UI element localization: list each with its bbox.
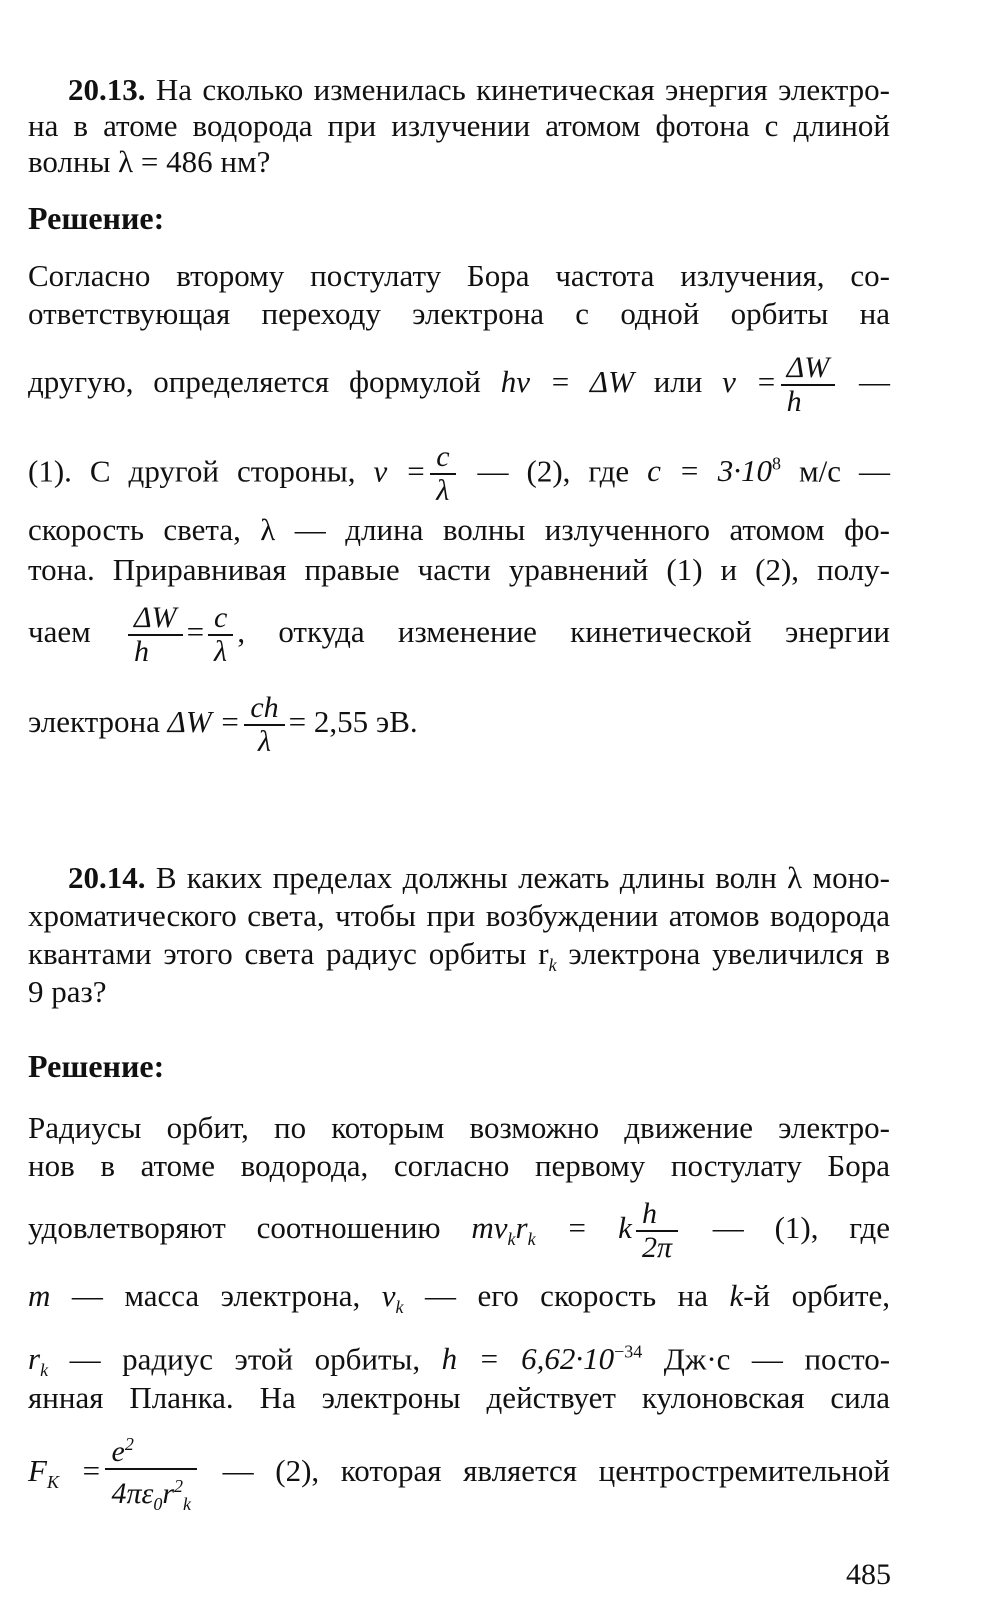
numerator: ΔW — [781, 352, 836, 386]
solution-text: — — [859, 364, 891, 399]
fraction — [208, 602, 233, 668]
formula: c = 3·10 — [647, 453, 773, 489]
denominator: λ — [436, 474, 450, 508]
numerator: e — [111, 1435, 125, 1468]
solution-20-13-line-5 — [28, 512, 890, 548]
solution-20-14-line-1 — [28, 1110, 890, 1146]
denominator: 2π — [641, 1230, 672, 1264]
problem-text: хроматического света, чтобы при возбуждении атомов водорода — [28, 898, 890, 933]
solution-20-13-line-6 — [28, 552, 890, 588]
problem-20-14-line-1 — [28, 860, 890, 896]
formula: ΔW = — [167, 704, 241, 739]
fraction — [430, 441, 455, 507]
solution-20-14-line-7 — [28, 1428, 890, 1520]
solution-text: или — [653, 364, 703, 399]
exponent: −34 — [614, 1342, 643, 1362]
formula: hν = ΔW — [500, 364, 634, 399]
solution-text: электрона — [28, 704, 160, 739]
problem-20-13-line-3 — [28, 144, 890, 180]
formula: mv — [471, 1210, 508, 1245]
subscript: K — [46, 1472, 59, 1493]
subscript: k — [507, 1229, 516, 1250]
solution-text: (1). С другой стороны, — [28, 453, 356, 489]
fraction — [128, 602, 183, 668]
subscript: k — [40, 1360, 49, 1381]
solution-text: — радиус этой орбиты, — [69, 1341, 421, 1377]
problem-20-14-line-2 — [28, 898, 890, 934]
solution-20-14-line-4 — [28, 1278, 890, 1325]
problem-text: В каких пределах должны лежать длины волн λ моно- — [155, 860, 890, 895]
solution-20-13-line-7 — [28, 600, 890, 668]
formula: m — [28, 1278, 51, 1313]
subscript: k — [548, 955, 557, 976]
denominator: h — [133, 634, 149, 668]
numerator: ΔW — [128, 602, 183, 636]
numerator: ch — [244, 692, 284, 726]
solution-20-13-line-2 — [28, 296, 890, 332]
solution-text: скорость света, λ — длина волны излученного атомом фо- — [28, 512, 890, 547]
equals: = — [80, 1453, 102, 1489]
solution-text: янная Планка. На электроны действует кулоновская сила — [28, 1380, 890, 1415]
solution-text: Согласно второму постулату Бора частота излучения, со- — [28, 258, 890, 293]
problem-text: На сколько изменилась кинетическая энергия электро- — [155, 72, 890, 107]
formula: v — [381, 1278, 396, 1313]
solution-text: — (2), которая является центростремительной — [222, 1453, 890, 1489]
solution-text: другую, определяется формулой — [28, 364, 481, 399]
problem-text: 9 раз? — [28, 974, 107, 1009]
formula: ν = — [722, 364, 777, 399]
problem-number: 20.13. — [68, 72, 146, 107]
exponent: 8 — [772, 454, 782, 474]
formula: F — [28, 1453, 47, 1489]
equals: = — [186, 614, 205, 649]
solution-20-13-line-3 — [28, 350, 890, 418]
solution-heading: Решение: — [28, 200, 165, 236]
solution-text: , откуда изменение кинетической энергии — [237, 614, 891, 649]
solution-20-14-line-3 — [28, 1196, 890, 1271]
denominator: λ — [214, 634, 228, 668]
solution-20-13-line-4 — [28, 432, 890, 507]
fraction — [244, 692, 284, 758]
problem-text: электрона увеличился в — [568, 936, 890, 971]
numerator: c — [208, 602, 233, 636]
problem-text: волны λ = 486 нм? — [28, 144, 271, 179]
problem-text: квантами этого света радиус орбиты r — [28, 936, 549, 971]
exponent: 2 — [174, 1476, 184, 1496]
problem-text: на в атоме водорода при излучении атомом фотона с длиной — [28, 108, 890, 143]
solution-text: — масса электрона, — [71, 1278, 361, 1313]
result: = 2,55 эВ. — [288, 704, 418, 739]
numerator: c — [430, 441, 455, 475]
formula: k — [729, 1278, 744, 1313]
solution-20-14-line-2 — [28, 1148, 890, 1184]
fraction — [636, 1198, 678, 1264]
formula: = k — [566, 1210, 632, 1245]
problem-20-14-line-4 — [28, 974, 890, 1010]
problem-20-13-line-2 — [28, 108, 890, 144]
solution-20-14-line-6 — [28, 1380, 890, 1416]
solution-text: Дж·с — посто- — [663, 1341, 891, 1377]
denominator: r — [162, 1477, 175, 1510]
solution-text: ответствующая переходу электрона с одной орбиты на — [28, 296, 890, 331]
solution-text: — (2), где — [477, 453, 630, 489]
solution-text: Радиусы орбит, по которым возможно движение электро- — [28, 1110, 890, 1145]
denominator: λ — [258, 724, 271, 758]
problem-20-13-line-1 — [28, 72, 890, 108]
solution-text: — его скорость на — [425, 1278, 708, 1313]
solution-20-13-line-1 — [28, 258, 890, 294]
formula: h = 6,62·10 — [441, 1341, 615, 1377]
solution-20-13-line-8 — [28, 690, 890, 758]
fraction — [781, 352, 836, 418]
solution-text: тона. Приравнивая правые части уравнений (1) и (2), полу- — [28, 552, 890, 587]
exponent: 2 — [124, 1434, 134, 1454]
solution-text: — (1), где — [712, 1210, 891, 1245]
page-number: 485 — [846, 1558, 891, 1591]
solution-text: чаем — [28, 614, 91, 649]
solution-text: -й орбите, — [743, 1278, 891, 1313]
formula: r — [28, 1341, 41, 1377]
subscript: k — [527, 1229, 536, 1250]
solution-text: м/с — — [799, 453, 891, 489]
subscript: k — [395, 1297, 404, 1318]
subscript: 0 — [153, 1494, 163, 1514]
formula: ν = — [373, 453, 427, 489]
problem-number: 20.14. — [68, 860, 146, 895]
denominator: 4πε — [111, 1477, 154, 1510]
subscript: k — [183, 1494, 192, 1514]
numerator: h — [636, 1198, 678, 1232]
solution-text: удовлетворяют соотношению — [28, 1210, 441, 1245]
fraction — [105, 1428, 197, 1520]
solution-text: нов в атоме водорода, согласно первому постулату Бора — [28, 1148, 890, 1183]
solution-heading: Решение: — [28, 1048, 165, 1084]
denominator: h — [786, 384, 802, 418]
formula: r — [515, 1210, 528, 1245]
